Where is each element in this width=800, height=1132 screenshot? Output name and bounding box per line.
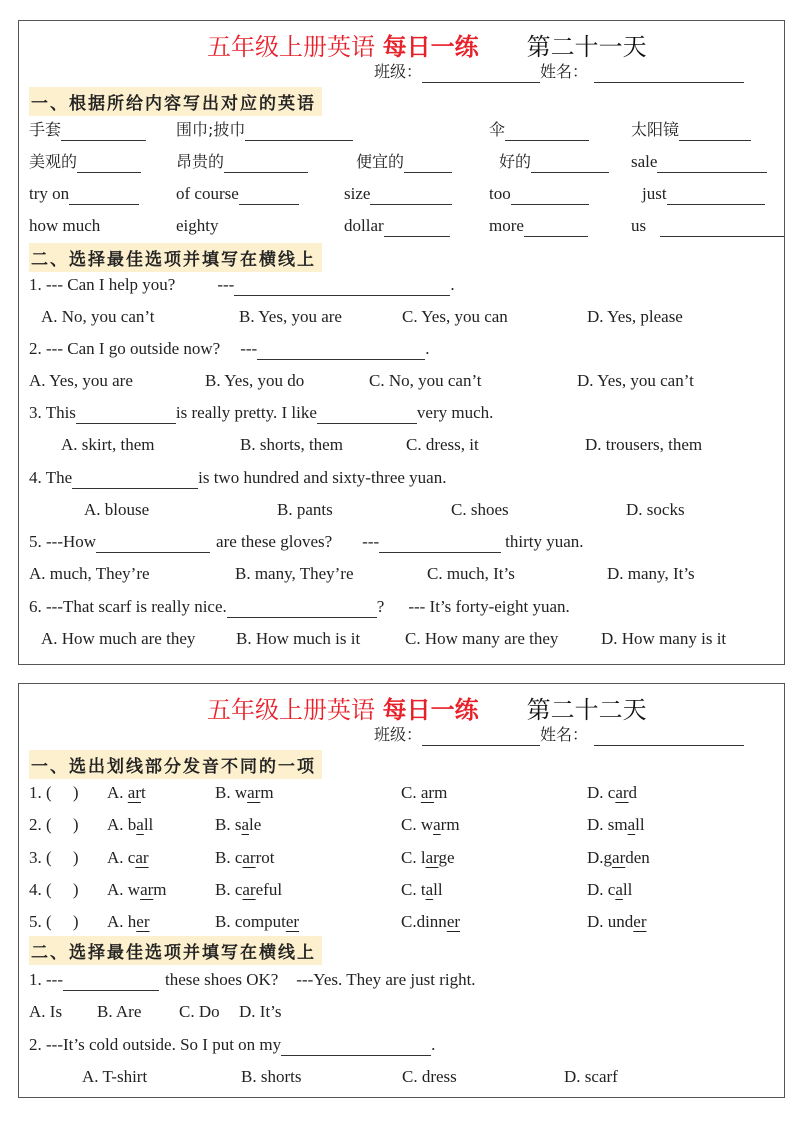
section-heading: 二、选择最佳选项并填写在横线上 (29, 936, 322, 965)
option[interactable]: D. trousers, them (585, 435, 703, 454)
option[interactable]: B. shorts, them (240, 435, 343, 454)
underlined-letters: ar (615, 783, 629, 802)
underlined-letters: a (433, 815, 441, 835)
vocab-item[interactable]: 昂贵的 (176, 151, 308, 173)
underlined-letters: er (285, 912, 300, 932)
option[interactable]: D. many, It’s (607, 564, 695, 583)
worksheet-title (207, 690, 647, 725)
vocab-item[interactable]: of course (176, 183, 299, 205)
vocab-item[interactable]: sale (631, 151, 767, 173)
phonics-option[interactable]: A. ball (107, 815, 154, 835)
worksheet-title (207, 27, 647, 62)
vocab-item: how much (29, 216, 101, 235)
phonics-option[interactable]: C. tall (401, 879, 443, 899)
question-6[interactable]: 6. ---That scarf is really nice. ? --- It’s forty-eight yuan. (29, 597, 570, 616)
vocab-item[interactable]: more (489, 215, 588, 237)
class-field[interactable] (374, 61, 744, 83)
underlined-letters: a (425, 879, 434, 899)
phonics-option[interactable]: C.dinner (401, 912, 461, 932)
vocab-item[interactable]: too (489, 183, 589, 205)
option[interactable]: B. How much is it (236, 629, 361, 648)
underlined-letters: ar (425, 847, 439, 867)
name-blank[interactable] (594, 64, 744, 83)
question-2[interactable]: 2. --- Can I go outside now? --- . (29, 339, 430, 358)
option[interactable]: C. Do (179, 1002, 220, 1021)
question-3[interactable]: 3. This is really pretty. I like very much. (29, 403, 494, 422)
underlined-letters: ar (135, 847, 149, 867)
question-1[interactable]: 1. --- these shoes OK? ---Yes. They are just right. (29, 970, 476, 989)
vocab-item[interactable]: dollar (344, 215, 450, 237)
class-blank[interactable] (422, 727, 540, 746)
option[interactable]: B. shorts (241, 1067, 302, 1086)
vocab-item[interactable]: try on (29, 183, 139, 205)
option[interactable]: A. skirt, them (61, 435, 155, 454)
section-heading: 一、根据所给内容写出对应的英语 (29, 87, 322, 116)
question-2[interactable]: 2. ---It’s cold outside. So I put on my . (29, 1035, 436, 1054)
day-label: 第二十一天 (526, 33, 647, 61)
vocab-item[interactable]: just (642, 183, 765, 205)
day-label: 第二十二天 (526, 696, 647, 724)
vocab-item[interactable]: 便宜的 (356, 151, 452, 173)
option[interactable]: B. Yes, you do (205, 371, 305, 390)
worksheet-day-22 (18, 683, 785, 1098)
underlined-letters: ar (612, 847, 626, 867)
phonics-option[interactable]: D. under (587, 912, 647, 932)
option[interactable]: A. No, you can’t (41, 307, 155, 326)
class-blank[interactable] (422, 64, 540, 83)
option[interactable]: D. scarf (564, 1067, 618, 1086)
class-label: 班级： (374, 62, 423, 81)
option[interactable]: D. socks (626, 500, 685, 519)
vocab-item: eighty (176, 216, 219, 235)
underlined-letters: ar (247, 783, 261, 802)
underlined-letters: er (633, 912, 647, 932)
vocab-item[interactable]: 伞 (489, 119, 589, 141)
option[interactable]: B. Are (97, 1002, 142, 1021)
phonics-option[interactable]: A. warm (107, 879, 167, 899)
title-text: 五年级上册英语 (207, 696, 375, 724)
phonics-option[interactable]: B. careful (215, 879, 283, 899)
option[interactable]: A. blouse (84, 500, 150, 519)
phonics-option[interactable]: C. large (401, 847, 455, 867)
phonics-number[interactable]: 5. ( ) (29, 912, 79, 932)
vocab-item[interactable]: 围巾;披巾 (176, 119, 353, 141)
option[interactable]: A. Yes, you are (29, 371, 133, 390)
question-5[interactable]: 5. ---How are these gloves? --- thirty yuan. (29, 532, 584, 551)
option[interactable]: C. dress, it (406, 435, 479, 454)
underlined-letters: a (136, 815, 144, 835)
section-heading: 二、选择最佳选项并填写在横线上 (29, 243, 322, 272)
underlined-letters: a (615, 879, 623, 899)
underlined-letters: ar (242, 879, 256, 899)
phonics-option[interactable]: B. carrot (215, 847, 275, 867)
phonics-option[interactable]: D.garden (587, 847, 650, 867)
question-4[interactable]: 4. The is two hundred and sixty-three yuan. (29, 468, 447, 487)
phonics-option[interactable]: A. her (107, 912, 150, 932)
option[interactable]: B. many, They’re (235, 564, 354, 583)
option[interactable]: D. It’s (239, 1002, 282, 1021)
option[interactable]: D. How many is it (601, 629, 727, 648)
vocab-item[interactable]: 太阳镜 (631, 119, 751, 141)
class-field[interactable] (374, 724, 744, 746)
phonics-option[interactable]: D. call (587, 879, 633, 899)
name-blank[interactable] (594, 727, 744, 746)
title-text: 五年级上册英语 (207, 33, 375, 61)
option[interactable]: A. Is (29, 1002, 63, 1021)
title-daily: 每日一练 (382, 696, 479, 724)
worksheet-day-21 (18, 20, 785, 665)
vocab-item[interactable]: us (631, 215, 784, 237)
underlined-letters: a (241, 815, 250, 835)
phonics-option[interactable]: B. warm (215, 783, 274, 802)
phonics-number[interactable]: 3. ( ) (29, 847, 79, 867)
underlined-letters: er (446, 912, 461, 932)
option[interactable]: B. pants (277, 500, 333, 519)
option[interactable]: D. Yes, you can’t (577, 371, 694, 390)
underlined-letters: ar (242, 847, 256, 867)
phonics-option[interactable]: D. small (587, 815, 645, 835)
vocab-item[interactable]: 美观的 (29, 151, 141, 173)
underlined-letters: ar (420, 783, 435, 802)
title-daily: 每日一练 (382, 33, 479, 61)
name-label: 姓名： (540, 62, 589, 81)
option[interactable]: D. Yes, please (587, 307, 683, 326)
phonics-option[interactable]: B. computer (215, 912, 300, 932)
phonics-number[interactable]: 1. ( ) (29, 783, 79, 802)
underlined-letters: a (627, 815, 636, 835)
vocab-item[interactable]: 好的 (499, 151, 609, 173)
option[interactable]: A. T-shirt (82, 1067, 148, 1086)
option[interactable]: C. Yes, you can (402, 307, 508, 326)
option[interactable]: C. shoes (451, 500, 509, 519)
phonics-option[interactable]: C. warm (401, 815, 460, 835)
phonics-option[interactable]: B. sale (215, 815, 262, 835)
option[interactable]: C. No, you can’t (369, 371, 482, 390)
phonics-option[interactable]: C. arm (401, 783, 448, 802)
option[interactable]: B. Yes, you are (239, 307, 342, 326)
phonics-option[interactable]: D. card (587, 783, 638, 802)
name-label: 姓名： (540, 725, 589, 744)
vocab-item[interactable]: 手套 (29, 119, 146, 141)
option[interactable]: A. much, They’re (29, 564, 150, 583)
underlined-letters: er (136, 912, 150, 932)
phonics-number[interactable]: 4. ( ) (29, 879, 79, 899)
option[interactable]: C. dress (402, 1067, 457, 1086)
underlined-letters: ar (127, 783, 141, 802)
section-heading: 一、选出划线部分发音不同的一项 (29, 750, 322, 779)
class-label: 班级： (374, 725, 423, 744)
question-1[interactable]: 1. --- Can I help you? --- . (29, 275, 455, 294)
option[interactable]: C. How many are they (405, 629, 559, 648)
phonics-option[interactable]: A. art (107, 783, 146, 802)
underlined-letters: ar (140, 879, 154, 899)
vocab-item[interactable]: size (344, 183, 452, 205)
phonics-number[interactable]: 2. ( ) (29, 815, 79, 835)
option[interactable]: A. How much are they (41, 629, 196, 648)
option[interactable]: C. much, It’s (427, 564, 515, 583)
phonics-option[interactable]: A. car (107, 847, 149, 867)
